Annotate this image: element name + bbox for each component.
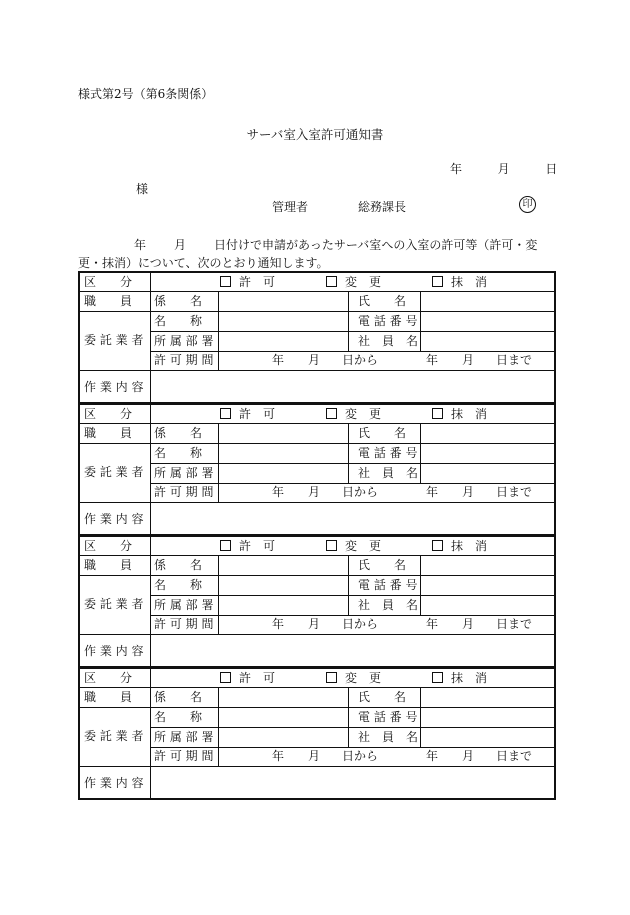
option-delete[interactable]: 抹 消 — [432, 273, 487, 291]
document-title: サーバ室入室許可通知書 — [246, 127, 384, 142]
seal-icon: 印 — [519, 196, 536, 213]
period-label: 許 可 期 間 — [154, 749, 214, 763]
contractor-label: 委 託 業 者 — [84, 333, 144, 347]
period-from-text: 日から — [342, 353, 379, 367]
division-label: 区 分 — [84, 275, 133, 289]
contractor-name-label: 名 称 — [154, 578, 203, 592]
staff-label: 職 員 — [84, 690, 133, 704]
period-from-month: 月 — [308, 485, 321, 499]
option-delete[interactable]: 抹 消 — [432, 405, 487, 423]
checkbox-icon[interactable] — [432, 672, 443, 683]
option-change[interactable]: 変 更 — [326, 537, 381, 555]
period-to-year: 年 — [426, 749, 439, 763]
contractor-dept-label: 所 属 部 署 — [154, 598, 214, 612]
date-year: 年 — [450, 162, 463, 176]
option-permit[interactable]: 許 可 — [220, 669, 275, 687]
staff-name-label: 氏 名 — [358, 558, 407, 572]
body-text: 日付けで申請があったサーバ室への入室の許可等（許可・変更・抹消）について、次のとおり通知します。 — [78, 238, 538, 270]
contractor-name-label: 名 称 — [154, 314, 203, 328]
staff-section-label: 係 名 — [154, 426, 203, 440]
staff-label: 職 員 — [84, 426, 133, 440]
checkbox-icon[interactable] — [220, 276, 231, 287]
contractor-name-label: 名 称 — [154, 710, 203, 724]
division-label: 区 分 — [84, 671, 133, 685]
contractor-phone-label: 電 話 番 号 — [358, 314, 418, 328]
staff-section-label: 係 名 — [154, 294, 203, 308]
period-label: 許 可 期 間 — [154, 353, 214, 367]
period-to-month: 月 — [462, 353, 475, 367]
period-to-text: 日まで — [496, 617, 533, 631]
option-permit[interactable]: 許 可 — [220, 273, 275, 291]
issuer — [272, 198, 406, 215]
option-delete[interactable]: 抹 消 — [432, 669, 487, 687]
staff-name-label: 氏 名 — [358, 426, 407, 440]
period-from-month: 月 — [308, 353, 321, 367]
work-content-label: 作 業 内 容 — [84, 380, 144, 394]
contractor-label: 委 託 業 者 — [84, 465, 144, 479]
contractor-employee-label: 社 員 名 — [358, 730, 419, 744]
contractor-name-label: 名 称 — [154, 446, 203, 460]
checkbox-icon[interactable] — [432, 408, 443, 419]
period-label: 許 可 期 間 — [154, 485, 214, 499]
work-content-label: 作 業 内 容 — [84, 776, 144, 790]
option-change[interactable]: 変 更 — [326, 273, 381, 291]
period-from-year: 年 — [272, 485, 285, 499]
staff-label: 職 員 — [84, 558, 133, 572]
issuer-role: 管理者 — [272, 200, 309, 214]
period-to-year: 年 — [426, 485, 439, 499]
checkbox-icon[interactable] — [326, 672, 337, 683]
option-change[interactable]: 変 更 — [326, 669, 381, 687]
body-year: 年 — [134, 238, 147, 252]
checkbox-icon[interactable] — [220, 540, 231, 551]
permit-table-block — [78, 535, 556, 668]
division-label: 区 分 — [84, 539, 133, 553]
period-to-year: 年 — [426, 617, 439, 631]
checkbox-icon[interactable] — [432, 540, 443, 551]
form-number: 様式第2号（第6条関係） — [78, 87, 214, 101]
contractor-phone-label: 電 話 番 号 — [358, 446, 418, 460]
option-change[interactable]: 変 更 — [326, 405, 381, 423]
period-to-month: 月 — [462, 749, 475, 763]
addressee-suffix: 様 — [136, 182, 149, 196]
period-to-year: 年 — [426, 353, 439, 367]
period-to-text: 日まで — [496, 749, 533, 763]
contractor-phone-label: 電 話 番 号 — [358, 710, 418, 724]
staff-name-label: 氏 名 — [358, 690, 407, 704]
period-from-month: 月 — [308, 617, 321, 631]
contractor-dept-label: 所 属 部 署 — [154, 334, 214, 348]
contractor-employee-label: 社 員 名 — [358, 598, 419, 612]
option-permit[interactable]: 許 可 — [220, 537, 275, 555]
staff-label: 職 員 — [84, 294, 133, 308]
staff-name-label: 氏 名 — [358, 294, 407, 308]
period-from-month: 月 — [308, 749, 321, 763]
date-line — [450, 160, 557, 177]
contractor-dept-label: 所 属 部 署 — [154, 466, 214, 480]
permit-table-block — [78, 271, 556, 404]
period-from-year: 年 — [272, 617, 285, 631]
period-to-text: 日まで — [496, 353, 533, 367]
work-content-label: 作 業 内 容 — [84, 644, 144, 658]
period-to-month: 月 — [462, 617, 475, 631]
period-to-month: 月 — [462, 485, 475, 499]
checkbox-icon[interactable] — [326, 408, 337, 419]
checkbox-icon[interactable] — [326, 276, 337, 287]
contractor-employee-label: 社 員 名 — [358, 334, 419, 348]
period-from-year: 年 — [272, 749, 285, 763]
checkbox-icon[interactable] — [326, 540, 337, 551]
checkbox-icon[interactable] — [220, 408, 231, 419]
contractor-phone-label: 電 話 番 号 — [358, 578, 418, 592]
date-month: 月 — [497, 162, 510, 176]
contractor-employee-label: 社 員 名 — [358, 466, 419, 480]
permit-table-block — [78, 667, 556, 800]
period-to-text: 日まで — [496, 485, 533, 499]
period-label: 許 可 期 間 — [154, 617, 214, 631]
contractor-dept-label: 所 属 部 署 — [154, 730, 214, 744]
period-from-year: 年 — [272, 353, 285, 367]
division-label: 区 分 — [84, 407, 133, 421]
contractor-label: 委 託 業 者 — [84, 597, 144, 611]
checkbox-icon[interactable] — [432, 276, 443, 287]
date-day: 日 — [545, 162, 558, 176]
period-from-text: 日から — [342, 749, 379, 763]
option-delete[interactable]: 抹 消 — [432, 537, 487, 555]
period-from-text: 日から — [342, 485, 379, 499]
option-permit[interactable]: 許 可 — [220, 405, 275, 423]
staff-section-label: 係 名 — [154, 690, 203, 704]
work-content-label: 作 業 内 容 — [84, 512, 144, 526]
body-month: 月 — [174, 238, 187, 252]
permit-table-block — [78, 403, 556, 536]
checkbox-icon[interactable] — [220, 672, 231, 683]
issuer-dept: 総務課長 — [358, 200, 407, 214]
staff-section-label: 係 名 — [154, 558, 203, 572]
notice-body — [78, 236, 558, 272]
contractor-label: 委 託 業 者 — [84, 729, 144, 743]
period-from-text: 日から — [342, 617, 379, 631]
